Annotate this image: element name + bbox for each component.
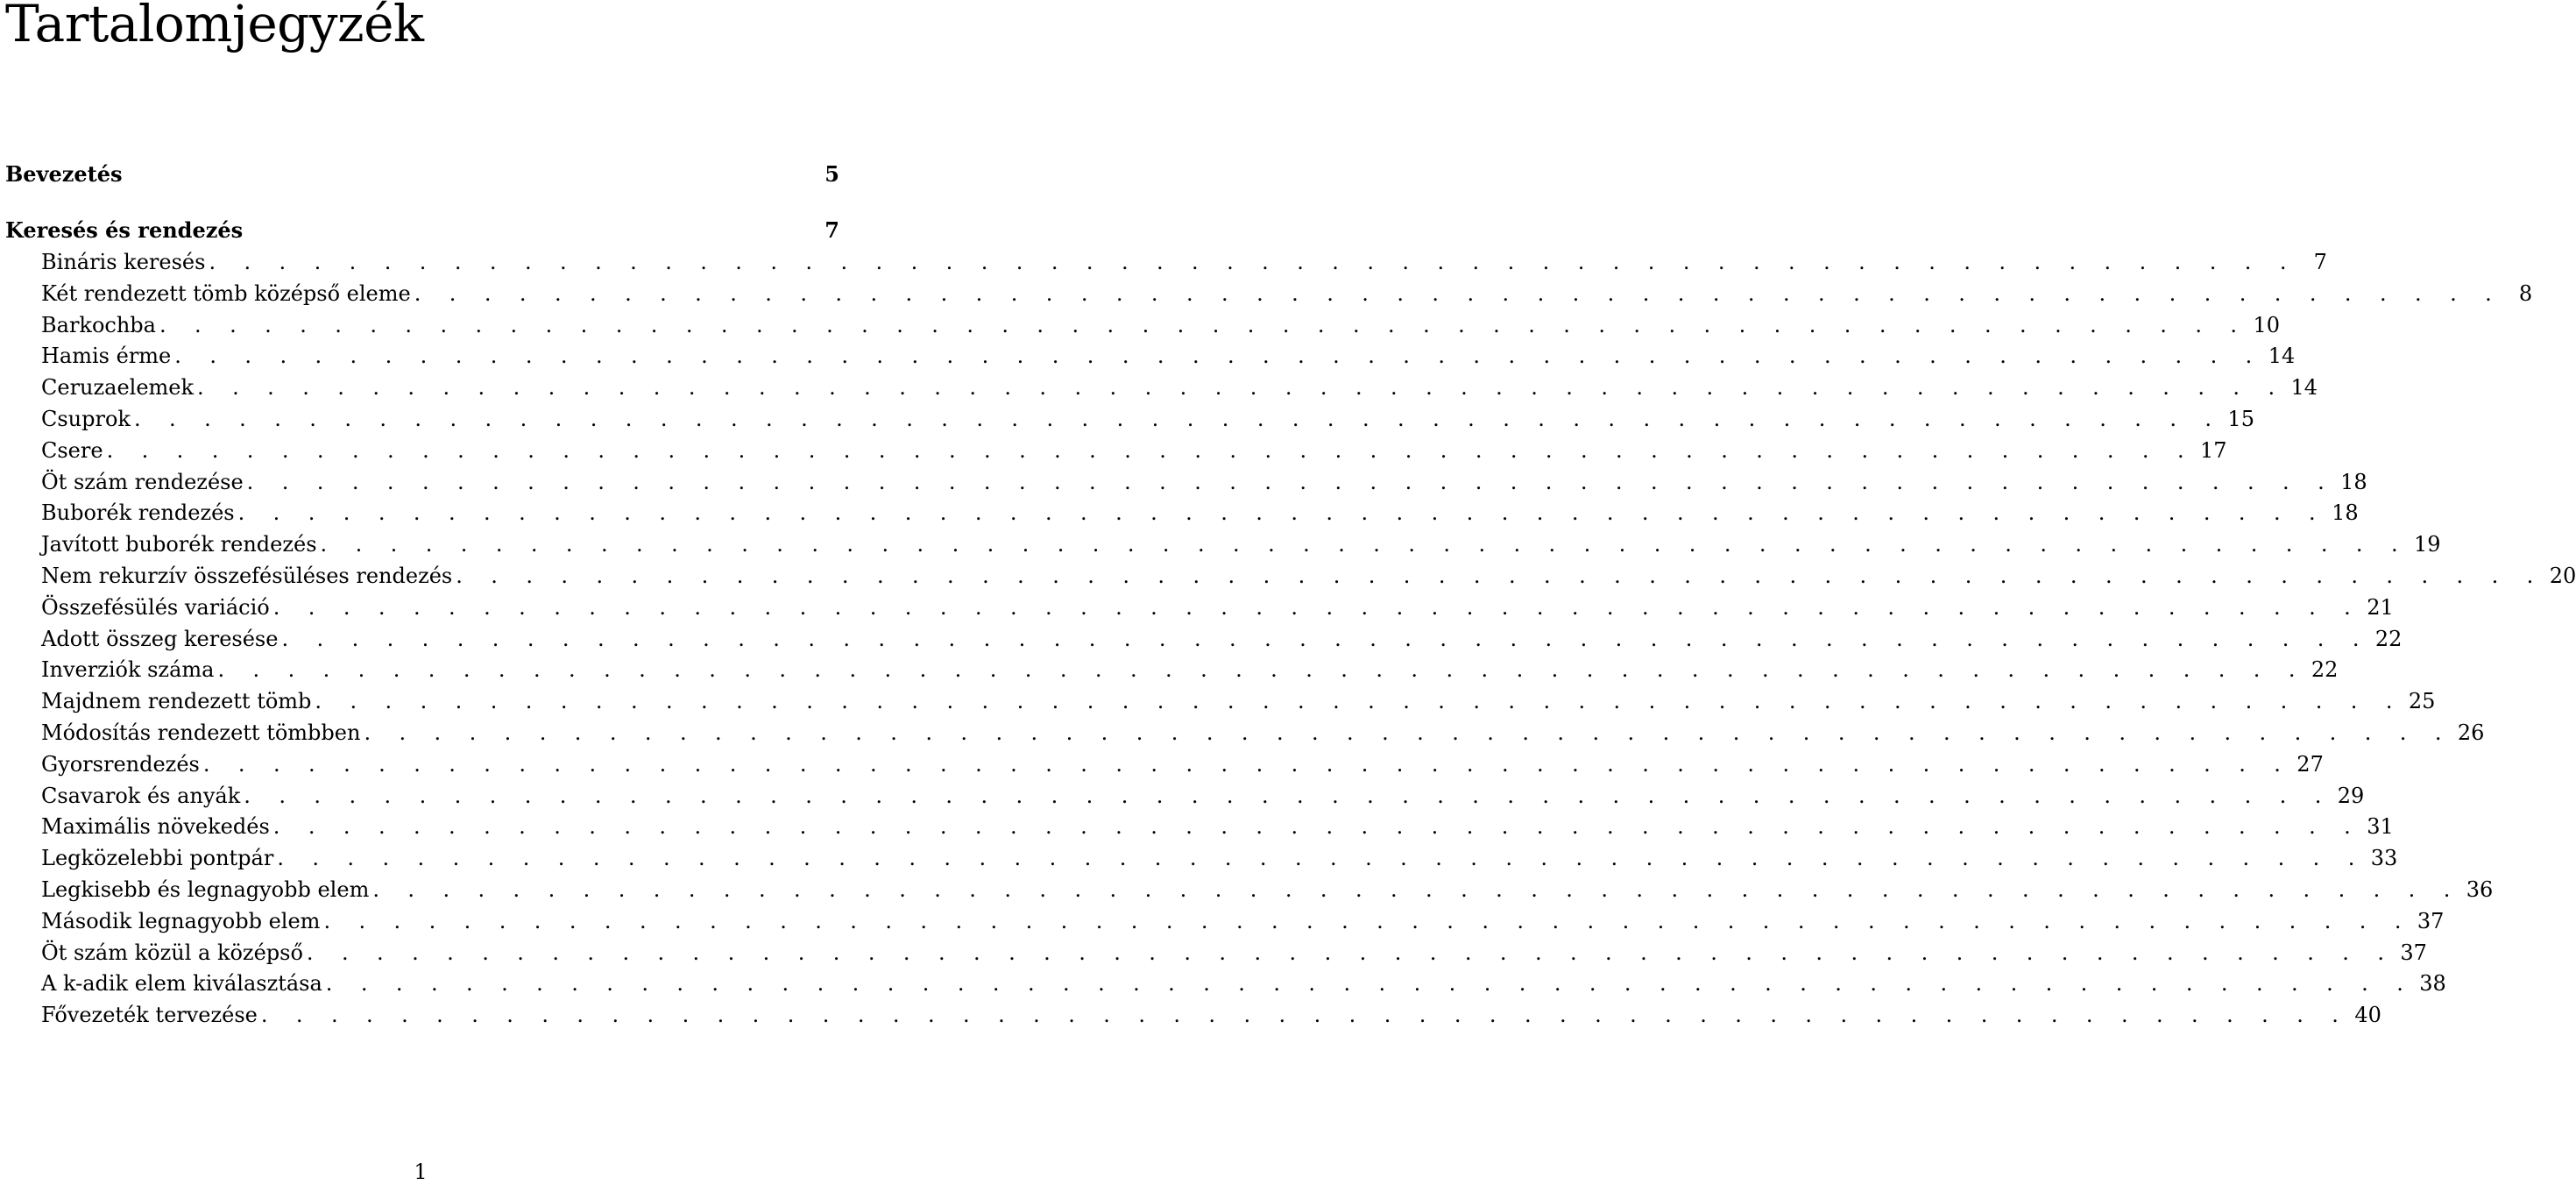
entry-page: 38: [2419, 971, 2446, 997]
entry-label: Fővezeték tervezése: [41, 1003, 258, 1028]
toc-entry[interactable]: [41, 280, 2533, 307]
entry-label: Csavarok és anyák: [41, 783, 241, 808]
dot-leader: . . . . . . . . . . . . . . . . . . . . . . . . . . . . . . . . . . . . . . . . . . . . . . . . . . . . . . . . . . . .: [272, 814, 2362, 840]
toc-entry[interactable]: [41, 845, 2398, 871]
entry-page: 18: [2340, 469, 2367, 494]
toc-entry[interactable]: [41, 437, 2227, 464]
entry-page: 7: [2313, 250, 2327, 274]
chapter-page: 5: [824, 161, 839, 187]
entry-page: 14: [2290, 375, 2318, 401]
entry-label: Legkisebb és legnagyobb elem: [41, 877, 370, 902]
entry-label: A k-adik elem kiválasztása: [41, 971, 322, 997]
dot-leader: . . . . . . . . . . . . . . . . . . . . . . . . . . . . . . . . . . . . . . . . . . . . . . . . . . . . . . . . . . . .: [159, 312, 2248, 337]
entry-label: Öt szám közül a középső: [41, 940, 303, 965]
toc-entry[interactable]: [41, 813, 2394, 840]
entry-page: 26: [2457, 720, 2485, 745]
dot-leader: . . . . . . . . . . . . . . . . . . . . . . . . . . . . . . . . . . . . . . . . . . . . . . . . . . . . . . . . . . . .: [106, 437, 2196, 463]
entry-page: 36: [2466, 877, 2494, 902]
entry-page: 20: [2549, 564, 2576, 588]
entry-page: 14: [2268, 344, 2296, 369]
toc-entry[interactable]: [41, 656, 2339, 683]
dot-leader: . . . . . . . . . . . . . . . . . . . . . . . . . . . . . . . . . . . . . . . . . . . . . . . . . . . . . . . . . . . .: [133, 407, 2223, 431]
toc-entry[interactable]: [41, 970, 2446, 997]
entry-label: Csuprok: [41, 407, 131, 431]
dot-leader: . . . . . . . . . . . . . . . . . . . . . . . . . . . . . . . . . . . . . . . . . . . . . . . . . . . . . . . . . . . .: [323, 908, 2412, 933]
entry-page: 22: [2311, 657, 2339, 683]
dot-leader: . . . . . . . . . . . . . . . . . . . . . . . . . . . . . . . . . . . . . . . . . . . . . . . . . . . . . . . . . . . .: [306, 940, 2396, 965]
entry-label: Összefésülés variáció: [41, 594, 270, 620]
toc-entry[interactable]: [41, 500, 2359, 526]
dot-leader: . . . . . . . . . . . . . . . . . . . . . . . . . . . . . . . . . . . . . . . . . . . . . . . . . . . . . . . . . . . .: [277, 846, 2366, 871]
toc-entry[interactable]: [41, 783, 2365, 809]
toc-entry[interactable]: [41, 908, 2445, 934]
dot-leader: . . . . . . . . . . . . . . . . . . . . . . . . . . . . . . . . . . . . . . . . . . . . . . . . . . . . . . . . . . . .: [237, 500, 2327, 526]
entry-page: 10: [2253, 312, 2280, 337]
toc-entry[interactable]: [41, 343, 2296, 369]
toc-entry[interactable]: [41, 720, 2485, 746]
entry-label: Buborék rendezés: [41, 500, 235, 526]
dot-leader: . . . . . . . . . . . . . . . . . . . . . . . . . . . . . . . . . . . . . . . . . . . . . . . . . . . . . . . . . . . .: [272, 594, 2362, 620]
chapter-label: Keresés és rendezés: [5, 217, 244, 243]
entry-page: 15: [2227, 407, 2254, 431]
entry-page: 21: [2367, 594, 2394, 620]
entry-page: 31: [2367, 814, 2394, 840]
entry-page: 17: [2200, 437, 2227, 463]
toc-entry[interactable]: [41, 249, 2327, 275]
entry-page: 25: [2408, 689, 2436, 714]
dot-leader: . . . . . . . . . . . . . . . . . . . . . . . . . . . . . . . . . . . . . . . . . . . . . . . . . . . . . . . . . . . .: [320, 532, 2409, 557]
entry-label: Öt szám rendezése: [41, 469, 244, 494]
entry-page: 33: [2370, 846, 2398, 871]
page-number: 1: [414, 1160, 428, 1184]
entry-page: 40: [2354, 1003, 2381, 1028]
entry-label: Ceruzaelemek: [41, 375, 195, 401]
entry-label: Barkochba: [41, 312, 156, 337]
toc-entry[interactable]: [41, 406, 2254, 432]
toc-entry[interactable]: [41, 594, 2394, 621]
dot-leader: . . . . . . . . . . . . . . . . . . . . . . . . . . . . . . . . . . . . . . . . . . . . . . . . . . . . . . . . . . . .: [260, 1003, 2350, 1028]
toc-entry[interactable]: [41, 374, 2318, 401]
entry-page: 37: [2417, 908, 2445, 933]
dot-leader: . . . . . . . . . . . . . . . . . . . . . . . . . . . . . . . . . . . . . . . . . . . . . . . . . . . . . . . . . . . .: [174, 344, 2263, 369]
dot-leader: . . . . . . . . . . . . . . . . . . . . . . . . . . . . . . . . . . . . . . . . . . . . . . . . . . . . . . . . . . . .: [244, 783, 2332, 808]
toc-entry[interactable]: [41, 312, 2280, 338]
entry-page: 8: [2518, 280, 2533, 306]
entry-label: Hamis érme: [41, 344, 172, 369]
entry-label: Javított buborék rendezés: [41, 532, 317, 557]
dot-leader: . . . . . . . . . . . . . . . . . . . . . . . . . . . . . . . . . . . . . . . . . . . . . . . . . . . . . . . . . . . .: [372, 877, 2461, 902]
toc-chapter[interactable]: [5, 161, 839, 188]
toc-chapter[interactable]: [5, 217, 839, 244]
toc-entry[interactable]: [41, 688, 2436, 714]
entry-label: Legközelebbi pontpár: [41, 846, 274, 871]
entry-label: Bináris keresés: [41, 250, 206, 274]
dot-leader: . . . . . . . . . . . . . . . . . . . . . . . . . . . . . . . . . . . . . . . . . . . . . . . . . . . . . . . . . . . .: [414, 280, 2503, 306]
toc-entry[interactable]: [41, 563, 2576, 589]
entry-label: Majdnem rendezett tömb: [41, 689, 312, 714]
entry-label: Két rendezett tömb középső eleme: [41, 280, 411, 306]
entry-page: 27: [2296, 751, 2324, 777]
toc-entry[interactable]: [41, 469, 2367, 495]
entry-page: 18: [2332, 500, 2359, 526]
entry-label: Maximális növekedés: [41, 814, 270, 840]
dot-leader: . . . . . . . . . . . . . . . . . . . . . . . . . . . . . . . . . . . . . . . . . . . . . . . . . . . . . . . . . . . .: [325, 971, 2415, 997]
entry-label: Második legnagyobb elem: [41, 908, 321, 933]
toc-entry[interactable]: [41, 626, 2403, 652]
dot-leader: . . . . . . . . . . . . . . . . . . . . . . . . . . . . . . . . . . . . . . . . . . . . . . . . . . . . . . . . . . . .: [246, 469, 2336, 494]
entry-label: Inverziók száma: [41, 657, 215, 683]
entry-label: Nem rekurzív összefésüléses rendezés: [41, 564, 453, 588]
entry-label: Adott összeg keresése: [41, 626, 279, 651]
dot-leader: . . . . . . . . . . . . . . . . . . . . . . . . . . . . . . . . . . . . . . . . . . . . . . . . . . . . . . . . . . . .: [315, 689, 2403, 714]
dot-leader: . . . . . . . . . . . . . . . . . . . . . . . . . . . . . . . . . . . . . . . . . . . . . . . . . . . . . . . . . . . .: [456, 564, 2544, 588]
dot-leader: . . . . . . . . . . . . . . . . . . . . . . . . . . . . . . . . . . . . . . . . . . . . . . . . . . . . . . . . . . . .: [281, 626, 2370, 651]
entry-label: Csere: [41, 437, 103, 463]
entry-page: 19: [2413, 532, 2441, 557]
toc-entry[interactable]: [41, 751, 2324, 777]
entry-page: 29: [2337, 783, 2365, 808]
entry-label: Gyorsrendezés: [41, 751, 200, 777]
entry-page: 37: [2400, 940, 2427, 965]
dot-leader: . . . . . . . . . . . . . . . . . . . . . . . . . . . . . . . . . . . . . . . . . . . . . . . . . . . . . . . . . . . .: [217, 657, 2306, 683]
toc-entry[interactable]: [41, 876, 2494, 903]
entry-label: Módosítás rendezett tömbben: [41, 720, 361, 745]
toc-entry[interactable]: [41, 940, 2427, 966]
toc-entry[interactable]: [41, 1002, 2381, 1028]
dot-leader: . . . . . . . . . . . . . . . . . . . . . . . . . . . . . . . . . . . . . . . . . . . . . . . . . . . . . . . . . . . .: [364, 720, 2452, 745]
toc-entry[interactable]: [41, 531, 2441, 557]
dot-leader: . . . . . . . . . . . . . . . . . . . . . . . . . . . . . . . . . . . . . . . . . . . . . . . . . . . . . . . . . . . .: [202, 751, 2292, 777]
dot-leader: . . . . . . . . . . . . . . . . . . . . . . . . . . . . . . . . . . . . . . . . . . . . . . . . . . . . . . . . . . . .: [209, 250, 2297, 274]
chapter-label: Bevezetés: [5, 161, 123, 187]
chapter-page: 7: [824, 217, 839, 243]
entry-page: 22: [2374, 626, 2403, 651]
dot-leader: . . . . . . . . . . . . . . . . . . . . . . . . . . . . . . . . . . . . . . . . . . . . . . . . . . . . . . . . . . . .: [197, 375, 2286, 401]
page-title: Tartalomjegyzék: [5, 0, 424, 53]
